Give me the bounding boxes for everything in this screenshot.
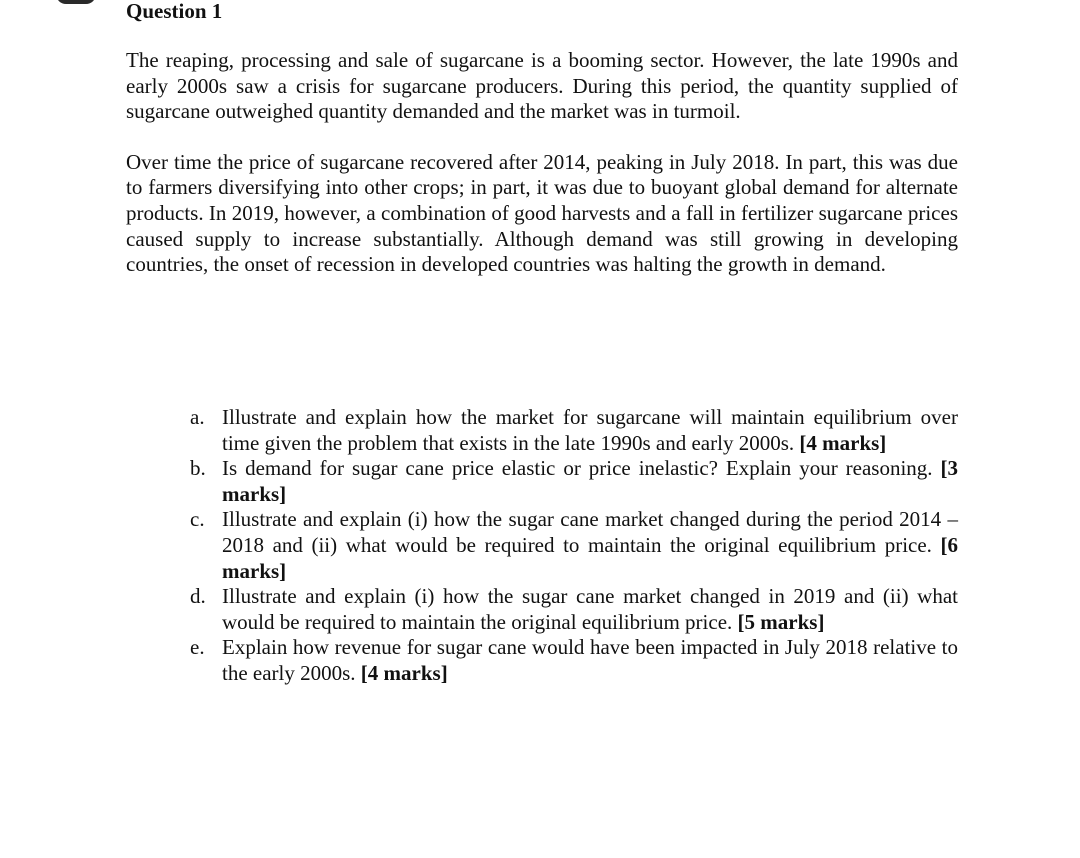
document-page xyxy=(126,0,959,685)
part-marks: [6 marks] xyxy=(222,532,959,583)
part-marker: a. xyxy=(190,405,205,429)
part-marker: e. xyxy=(190,635,205,660)
question-part-c xyxy=(186,507,958,584)
question-part-e xyxy=(186,635,958,686)
part-marks: [5 marks] xyxy=(737,609,825,634)
part-marker: d. xyxy=(190,584,206,609)
question-part-b xyxy=(186,456,958,507)
part-text: Illustrate and explain (i) how the sugar cane market changed in 2019 and (ii) what would be required to maintain the original equilibrium price. xyxy=(222,584,958,634)
part-text: Illustrate and explain (i) how the sugar cane market changed during the period 2014 – 2018 and (ii) what would be required to maintain the original equilibrium price. xyxy=(222,507,958,557)
paragraph-intro: The reaping, processing and sale of sugarcane is a booming sector. However, the late 1990s and early 2000s saw a crisis for sugarcane producers. During this period, the quantity supplied of sugarcane outweighed quantity demanded and the market was in turmoil. xyxy=(126,48,958,124)
part-text: Is demand for sugar cane price elastic or price inelastic? Explain your reasoning. xyxy=(222,456,933,481)
question-parts-list xyxy=(186,405,958,687)
part-marker: b. xyxy=(190,456,206,481)
part-marks: [3 marks] xyxy=(222,456,958,506)
part-marker: c. xyxy=(190,507,205,532)
part-marks: [4 marks] xyxy=(799,430,887,455)
part-marks: [4 marks] xyxy=(360,660,448,685)
page-corner-mark xyxy=(56,0,96,4)
question-title: Question 1 xyxy=(126,0,223,23)
question-part-a xyxy=(186,405,958,456)
question-part-d xyxy=(186,584,958,635)
paragraph-context: Over time the price of sugarcane recovered after 2014, peaking in July 2018. In part, this was due to farmers diversifying into other crops; in part, it was due to buoyant global demand for alternate products. In 2019, however, a combination of good harvests and a fall in fertilizer sugarcane prices caused supply to increase substantially. Although demand was still growing in developing countries, the onset of recession in developed countries was halting the growth in demand. xyxy=(126,149,958,277)
part-text: Explain how revenue for sugar cane would have been impacted in July 2018 relative to the early 2000s. xyxy=(222,635,958,685)
part-text: Illustrate and explain how the market for sugarcane will maintain equilibrium over time given the problem that exists in the late 1990s and early 2000s. xyxy=(222,405,958,455)
